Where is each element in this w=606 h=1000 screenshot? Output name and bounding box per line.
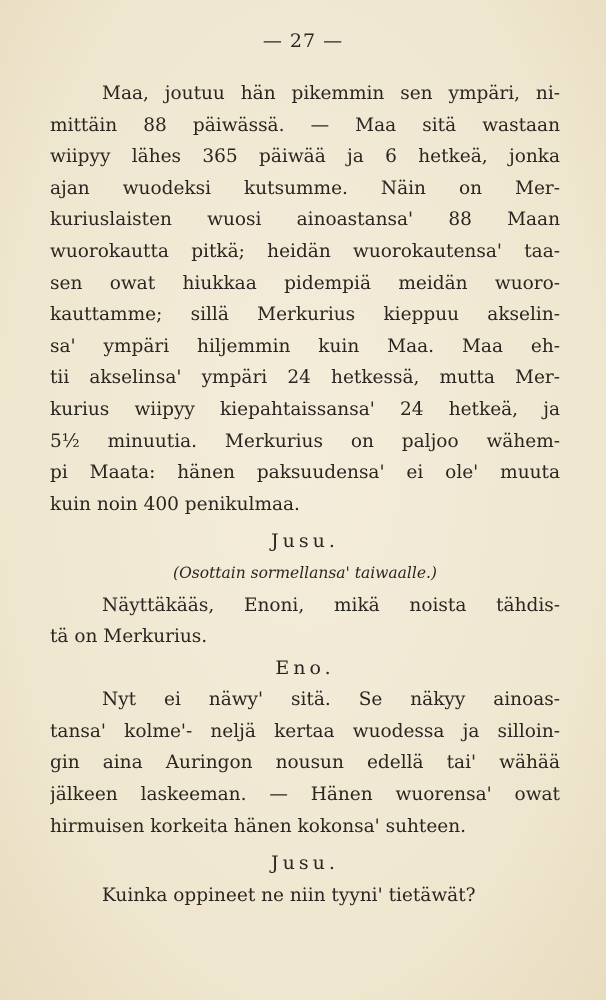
text-line: sa' ympäri hiljemmin kuin Maa. Maa eh- [50, 335, 560, 357]
paragraph-answer [50, 684, 560, 842]
text-line: tansa' kolme'- neljä kertaa wuodessa ja silloin- [50, 720, 560, 742]
text-line: gin aina Auringon nousun edellä tai' wähää [50, 752, 560, 774]
paragraph-question [50, 590, 560, 653]
text-line: kuriuslaisten wuosi ainoastansa' 88 Maan [50, 209, 560, 231]
text-line: jälkeen laskeeman. — Hänen wuorensa' owat [50, 784, 560, 806]
text-line: hirmuisen korkeita hänen kokonsa' suhteen. [50, 815, 467, 837]
text-line: kuin noin 400 penikulmaa. [50, 493, 300, 515]
page-body [50, 78, 560, 911]
text-line: Näyttäkääs, Enoni, mikä noista tähdis- [102, 594, 560, 616]
text-line: Kuinka oppineet ne niin tyyni' tietäwät? [102, 884, 476, 906]
text-line: kauttamme; sillä Merkurius kieppuu akselin- [50, 304, 560, 326]
text-line: kurius wiipyy kiepahtaissansa' 24 hetkeä, ja [50, 398, 560, 420]
speaker-name: Jusu. [271, 852, 339, 875]
text-line: Maa, joutuu hän pikemmin sen ympäri, ni- [102, 83, 560, 104]
text-line: wiipyy lähes 365 päiwää ja 6 hetkeä, jonka [50, 146, 560, 168]
page-number: — 27 — [262, 30, 344, 52]
text-line: wuorokautta pitkä; heidän wuorokautensa' taa- [50, 240, 560, 262]
text-line: tii akselinsa' ympäri 24 hetkessä, mutta Mer- [50, 367, 560, 389]
stage-direction: (Osottain sormellansa' taiwaalle.) [173, 563, 437, 582]
speaker-name: Eno. [275, 656, 335, 679]
text-line: 5½ minuutia. Merkurius on paljoo wähem- [50, 430, 560, 452]
text-line: Nyt ei näwy' sitä. Se näkyy ainoas- [102, 689, 560, 711]
text-line: ajan wuodeksi kutsumme. Näin on Mer- [50, 177, 560, 199]
paragraph-1 [50, 78, 560, 520]
text-line: tä on Merkurius. [50, 626, 208, 648]
text-line: sen owat hiukkaa pidempiä meidän wuoro- [50, 272, 560, 294]
text-line: pi Maata: hänen paksuudensa' ei ole' muuta [50, 462, 560, 484]
text-line: mittäin 88 päiwässä. — Maa sitä wastaan [50, 114, 560, 136]
speaker-name: Jusu. [271, 530, 339, 553]
